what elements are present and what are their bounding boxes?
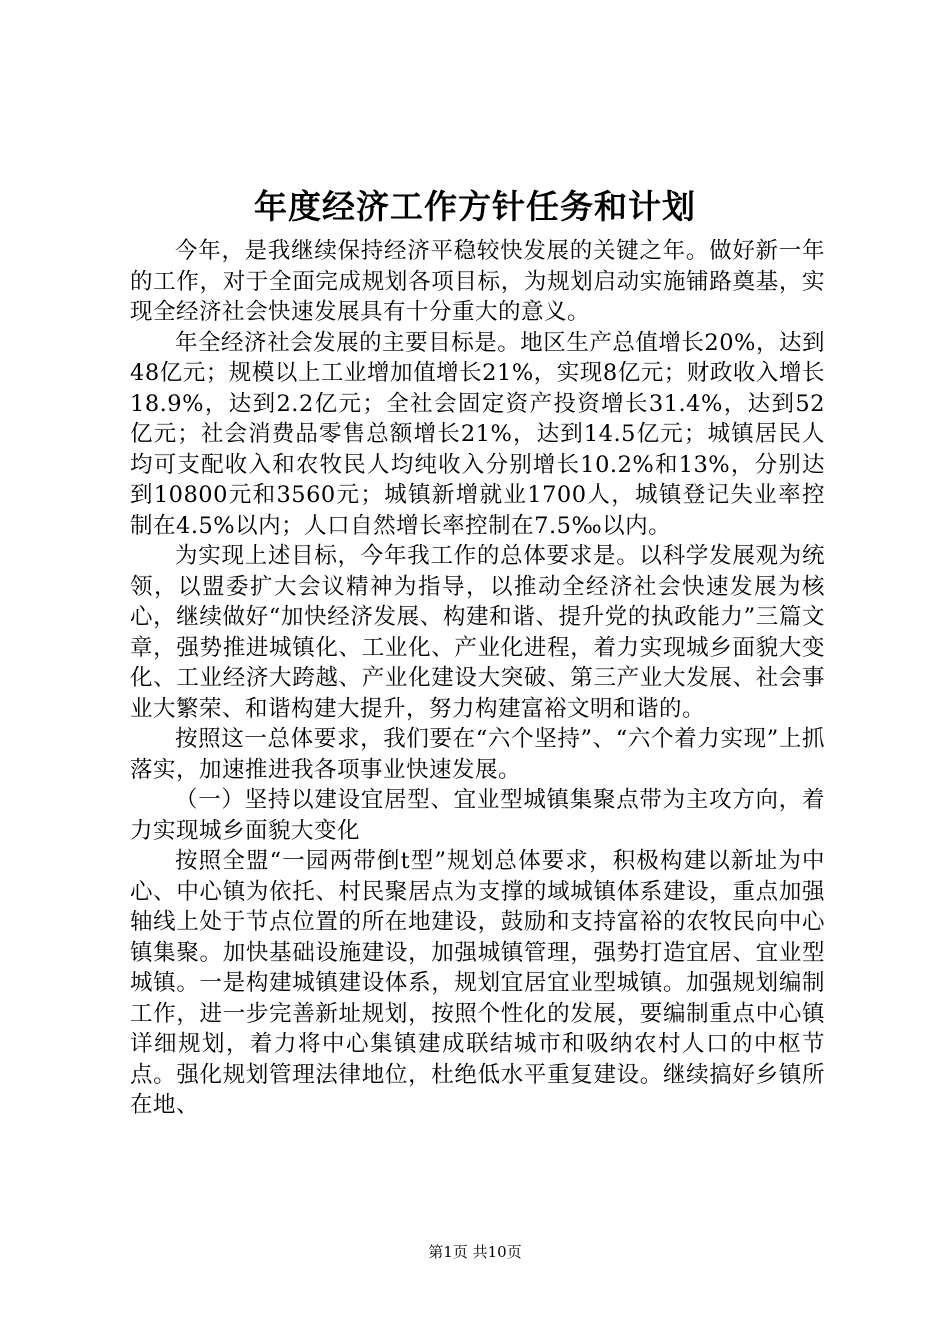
paragraph-main-targets: 年全经济社会发展的主要目标是。地区生产总值增长20%，达到48亿元；规模以上工业增加值增长21%，实现8亿元；财政收入增长18.9%，达到2.2亿元；全社会固定资产投资增长31.4%，达到52亿元；社会消费品零售总额增长21%，达到14.5亿元；城镇居民人均可支配收入和农牧民人均纯收入分别增长10.2%和13%，分别达到10800元和3560元；城镇新增就业1700人，城镇登记失业率控制在4.5%以内；人口自然增长率控制在7.5‰以内。	[130, 329, 825, 539]
document-body	[130, 236, 825, 1121]
paragraph-general-requirements: 为实现上述目标，今年我工作的总体要求是。以科学发展观为统领，以盟委扩大会议精神为指导，以推动全经济社会快速发展为核心，继续做好“加快经济发展、构建和谐、提升党的执政能力”三篇文章，强势推进城镇化、工业化、产业化进程，着力实现城乡面貌大变化、工业经济大跨越、产业化建设大突破、第三产业大发展、社会事业大繁荣、和谐构建大提升，努力构建富裕文明和谐的。	[130, 543, 825, 722]
paragraph-intro: 今年，是我继续保持经济平稳较快发展的关键之年。做好新一年的工作，对于全面完成规划各项目标，为规划启动实施铺路奠基，实现全经济社会快速发展具有十分重大的意义。	[130, 238, 825, 325]
document-title: 年度经济工作方针任务和计划	[254, 187, 696, 226]
page-footer: 第1页 共10页	[428, 1243, 522, 1261]
section-heading-1: （一）坚持以建设宜居型、宜业型城镇集聚点带为主攻方向，着力实现城乡面貌大变化	[130, 787, 825, 844]
paragraph-six-principles: 按照这一总体要求，我们要在“六个坚持”、“六个着力实现”上抓落实，加速推进我各项事业快速发展。	[130, 726, 825, 783]
paragraph-urban-planning: 按照全盟“一园两带倒t型”规划总体要求，积极构建以新址为中心、中心镇为依托、村民聚居点为支撑的域城镇体系建设，重点加强轴线上处于节点位置的所在地建设，鼓励和支持富裕的农牧民向中心镇集聚。加快基础设施建设，加强城镇管理，强势打造宜居、宜业型城镇。一是构建城镇建设体系，规划宜居宜业型城镇。加强规划编制工作，进一步完善新址规划，按照个性化的发展，要编制重点中心镇详细规划，着力将中心集镇建成联结城市和吸纳农村人口的中枢节点。强化规划管理法律地位，杜绝低水平重复建设。继续搞好乡镇所在地、	[130, 848, 825, 1118]
